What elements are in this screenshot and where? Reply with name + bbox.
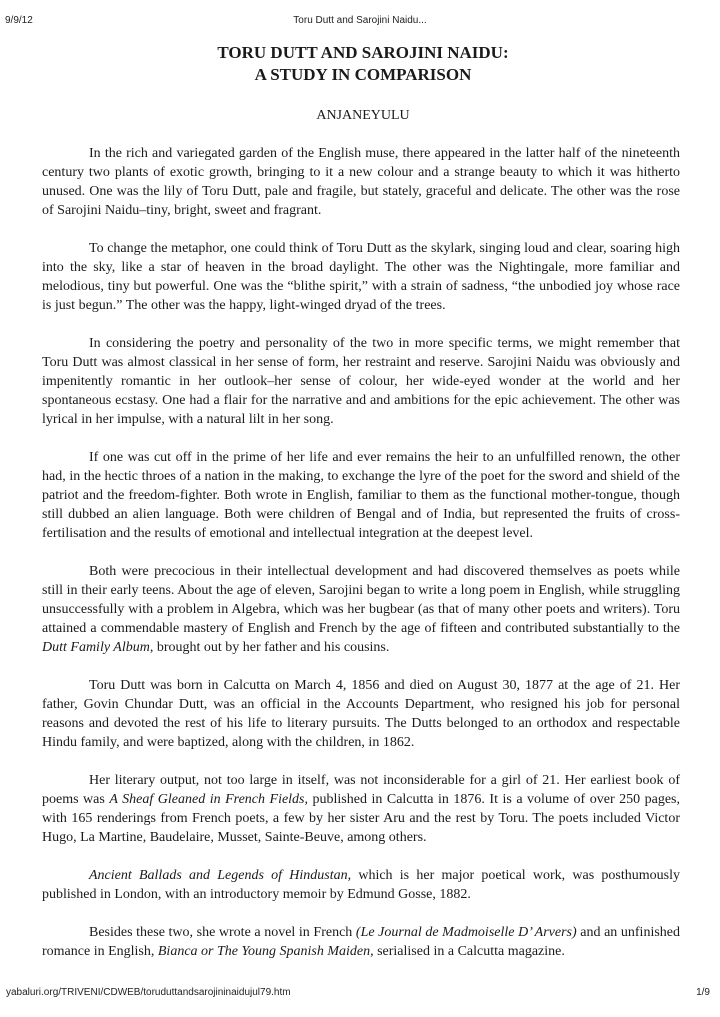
paragraph-5-book-title: Dutt Family Album,	[42, 640, 154, 655]
paragraph-4: If one was cut off in the prime of her life and ever remains the heir to an unfulfilled renown, the other had, in the hectic throes of a nation in the making, to exchange the lyre of the poet for the sword and shield of the patriot and the freedom-fighter. Both wrote in English, familiar to them as the functional mother-tongue, though still dubbed an alien language. Both were children of Bengal and of India, but represented the fruits of cross-fertilisation and the results of emotional and intellectual integration at the deepest level.	[42, 450, 680, 541]
paragraph-9	[42, 923, 680, 961]
paragraph-7	[42, 771, 680, 847]
paragraph-7-text-end: published in Calcutta in 1876. It is a volume of over 250 pages, with 165 renderings from French poets, a few by her sister Aru and the rest by Toru. The poets included Victor Hugo, La Martine, Baudelaire, Musset, Sainte-Beuve, among others.	[42, 792, 680, 845]
paragraph-9-text-end: serialised in a Calcutta magazine.	[373, 944, 565, 959]
article-title	[42, 42, 680, 86]
article	[42, 42, 680, 961]
print-page-number: 1/9	[696, 987, 710, 998]
print-page-title: Toru Dutt and Sarojini Naidu...	[293, 15, 427, 26]
paragraph-8-book-title: Ancient Ballads and Legends of Hindustan,	[89, 868, 352, 883]
paragraph-2: To change the metaphor, one could think of Toru Dutt as the skylark, singing loud and clear, soaring high into the sky, like a star of heaven in the broad daylight. The other was the Nightingale, more familiar and melodious, tiny but powerful. One was the “blithe spirit,” with a strain of sadness, “the unbodied joy whose race is just begun.” The other was the happy, light-winged dryad of the trees.	[42, 241, 680, 313]
print-source-url: yabaluri.org/TRIVENI/CDWEB/toruduttandsarojininaidujul79.htm	[6, 987, 291, 998]
paragraph-5	[42, 562, 680, 657]
article-title-line-2: A STUDY IN COMPARISON	[254, 65, 472, 84]
paragraph-3: In considering the poetry and personality of the two in more specific terms, we might remember that Toru Dutt was almost classical in her sense of form, her restraint and reserve. Sarojini Naidu was obviously and impenitently romantic in her outlook–her sense of colour, her wide-eyed wonder at the world and her spontaneous ecstasy. One had a flair for the narrative and and ambitions for the epic achievement. The other was lyrical in her impulse, with a natural lilt in her song.	[42, 336, 680, 427]
paragraph-1: In the rich and variegated garden of the English muse, there appeared in the latter half of the nineteenth century two plants of exotic growth, bringing to it a new colour and a strange beauty to which it was hitherto unused. One was the lily of Toru Dutt, pale and fragile, but stately, graceful and delicate. The other was the rose of Sarojini Naidu–tiny, bright, sweet and fragrant.	[42, 146, 680, 218]
print-footer	[0, 987, 720, 1001]
paragraph-8-text: which is her major poetical work, was posthumously published in London, with an introductory memoir by Edmund Gosse, 1882.	[42, 868, 680, 902]
paragraph-9-novel-title: (Le Journal de Madmoiselle D’ Arvers)	[355, 925, 577, 940]
paragraph-9-text-middle: and an unfinished romance in English,	[42, 925, 680, 959]
article-author: ANJANEYULU	[316, 108, 410, 123]
print-date: 9/9/12	[5, 15, 33, 26]
paragraph-7-text: Her literary output, not too large in itself, was not inconsiderable for a girl of 21. Her earliest book of poems was	[42, 773, 680, 807]
article-title-line-1: TORU DUTT AND SAROJINI NAIDU:	[217, 43, 509, 62]
paragraph-9-text: Besides these two, she wrote a novel in French	[89, 925, 356, 940]
paragraph-7-book-title: A Sheaf Gleaned in French Fields,	[109, 792, 309, 807]
paragraph-5-text-end: brought out by her father and his cousins.	[153, 640, 390, 655]
paragraph-6: Toru Dutt was born in Calcutta on March 4, 1856 and died on August 30, 1877 at the age of 21. Her father, Govin Chundar Dutt, was an official in the Accounts Department, who resigned his job for personal reasons and devoted the rest of his life to literary pursuits. The Dutts belonged to an orthodox and respectable Hindu family, and were baptized, along with the children, in 1862.	[42, 678, 680, 750]
print-header	[0, 15, 720, 29]
paragraph-5-text: Both were precocious in their intellectual development and had discovered themselves as poets while still in their early teens. About the age of eleven, Sarojini began to write a long poem in English, while struggling unsuccessfully with a problem in Algebra, which was her bugbear (as that of many other poets and writers). Toru attained a commendable mastery of English and French by the age of fifteen and contributed substantially to the	[42, 564, 680, 636]
paragraph-9-romance-title: Bianca or The Young Spanish Maiden,	[157, 944, 374, 959]
paragraph-8	[42, 866, 680, 904]
